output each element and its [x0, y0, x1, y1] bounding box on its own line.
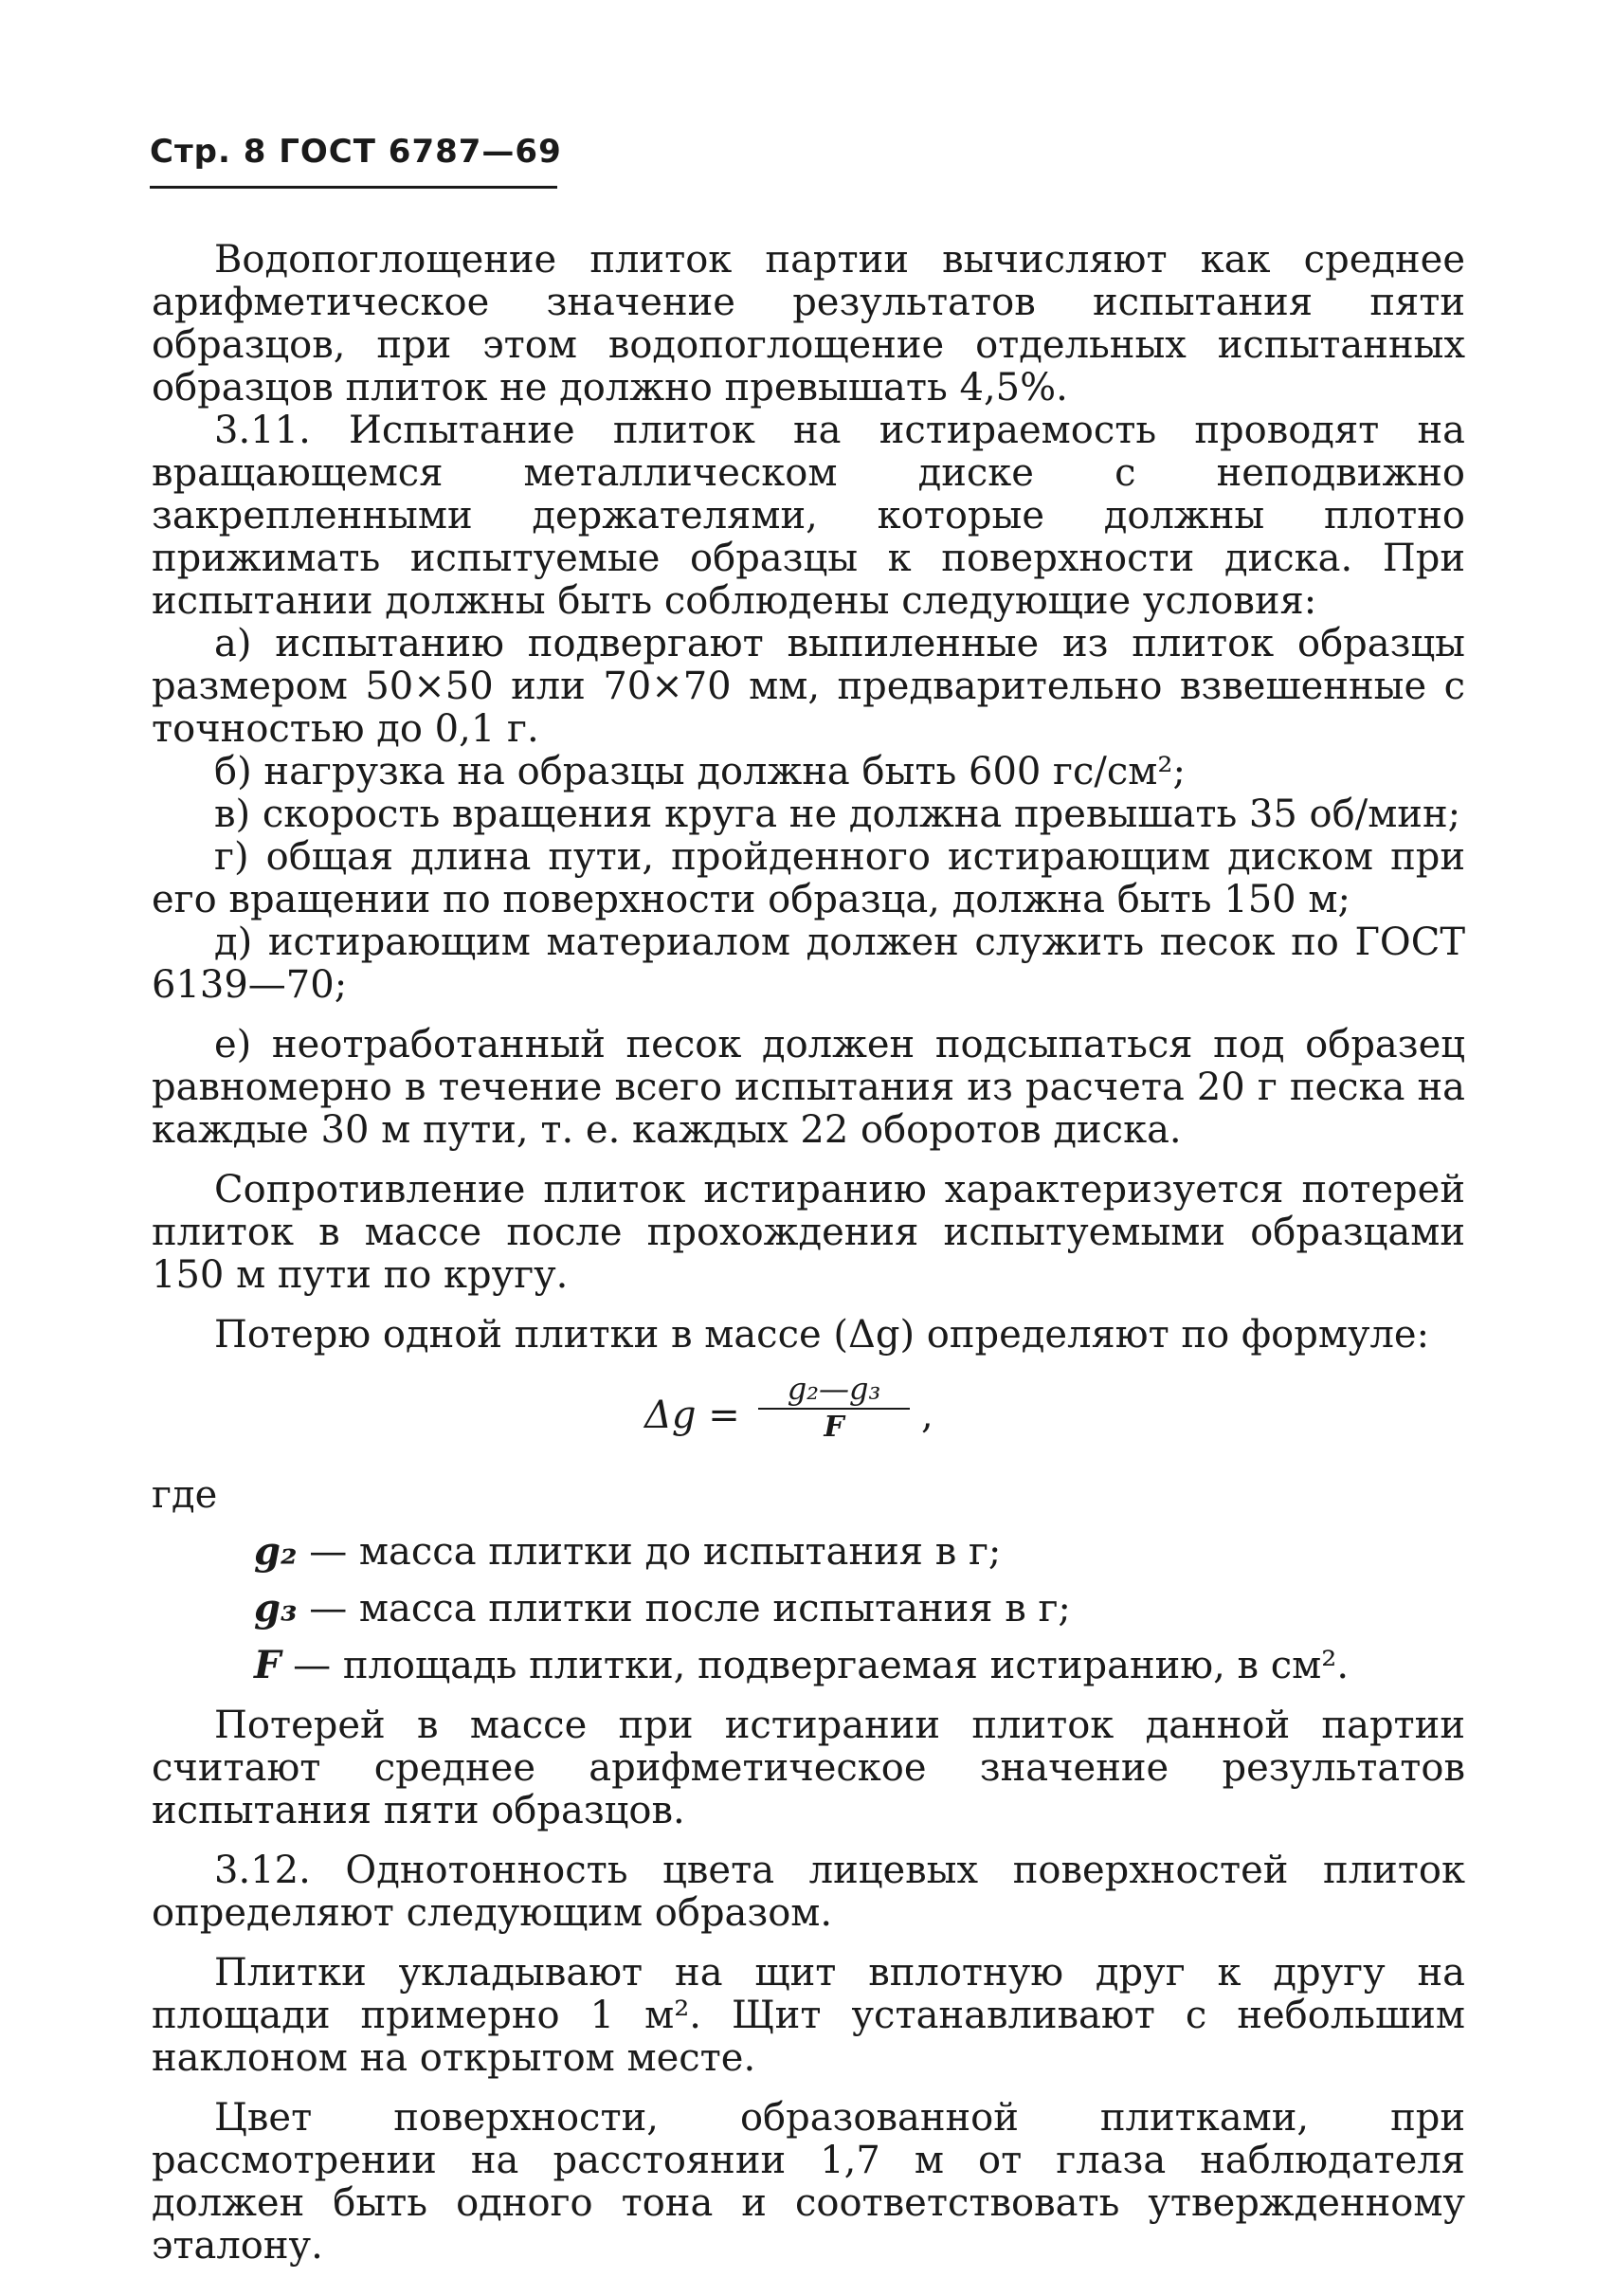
paragraph-tiles-laid: Плитки укладывают на щит вплотную друг к другу на площади примерно 1 м². Щит устанавливают с небольшим наклоном на открытом месте. — [152, 1951, 1465, 2080]
formula-numerator: g₂—g₃ — [787, 1371, 881, 1407]
list-item-a: а) испытанию подвергают выпиленные из плиток образцы размером 50×50 или 70×70 мм, предварительно взвешенные с точностью до 0,1 г. — [152, 622, 1465, 751]
definition-text: — масса плитки после испытания в г; — [297, 1587, 1071, 1631]
document-body — [152, 239, 1465, 2268]
fraction-bar — [758, 1408, 910, 1410]
list-item-v: в) скорость вращения круга не должна превышать 35 об/мин; — [214, 793, 1461, 836]
paragraph-color-surface: Цвет поверхности, образованной плитками, при рассмотрении на расстоянии 1,7 м от глаза наблюдателя должен быть одного тона и соответствовать утвержденному эталону. — [152, 2096, 1465, 2268]
list-item-d: д) истирающим материалом должен служить песок по ГОСТ 6139—70; — [152, 920, 1465, 1007]
definition-g3 — [254, 1587, 1465, 1631]
formula-fraction — [758, 1372, 910, 1444]
formula-comma: , — [921, 1394, 933, 1437]
list-item-g: г) общая длина пути, пройденного истирающим диском при его вращении по поверхности образца, должна быть 150 м; — [152, 835, 1465, 921]
definition-f — [254, 1644, 1465, 1687]
symbol-g3: g₃ — [254, 1586, 298, 1631]
symbol-g2: g₂ — [254, 1529, 298, 1574]
paragraph-loss-party: Потерей в массе при истирании плиток данной партии считают среднее арифметическое значение результатов испытания пяти образцов. — [152, 1704, 1465, 1832]
formula-denominator: F — [824, 1411, 844, 1444]
symbol-f: F — [254, 1643, 281, 1687]
header-rule — [150, 186, 557, 189]
paragraph-formula-intro: Потерю одной плитки в массе (Δg) определяют по формуле: — [214, 1313, 1430, 1357]
formula — [152, 1364, 1465, 1468]
formula-lhs: Δg = — [644, 1394, 740, 1437]
page-header: Стр. 8 ГОСТ 6787—69 — [150, 133, 562, 171]
paragraph-water-absorption: Водопоглощение плиток партии вычисляют как среднее арифметическое значение результатов испытания пяти образцов, при этом водопоглощение отдельных испытанных образцов плиток не должно превышать 4,5%. — [152, 238, 1465, 410]
definition-text: — площадь плитки, подвергаемая истиранию, в см². — [281, 1644, 1350, 1687]
definition-text: — масса плитки до испытания в г; — [297, 1530, 1002, 1574]
list-item-b: б) нагрузка на образцы должна быть 600 гс/см²; — [214, 750, 1186, 793]
paragraph-resistance: Сопротивление плиток истиранию характеризуется потерей плиток в массе после прохождения испытуемыми образцами 150 м пути по кругу. — [152, 1168, 1465, 1297]
paragraph-3-11: 3.11. Испытание плиток на истираемость проводят на вращающемся металлическом диске с неподвижно закрепленными держателями, которые должны плотно прижимать испытуемые образцы к поверхности диска. При испытании должны быть соблюдены следующие условия: — [152, 409, 1465, 623]
where-label: где — [152, 1473, 218, 1517]
paragraph-3-12: 3.12. Однотонность цвета лицевых поверхностей плиток определяют следующим образом. — [152, 1849, 1465, 1935]
definition-g2 — [254, 1530, 1465, 1574]
definitions-list — [254, 1530, 1465, 1687]
list-item-e: е) неотработанный песок должен подсыпаться под образец равномерно в течение всего испытания из расчета 20 г песка на каждые 30 м пути, т. е. каждых 22 оборотов диска. — [152, 1023, 1465, 1152]
